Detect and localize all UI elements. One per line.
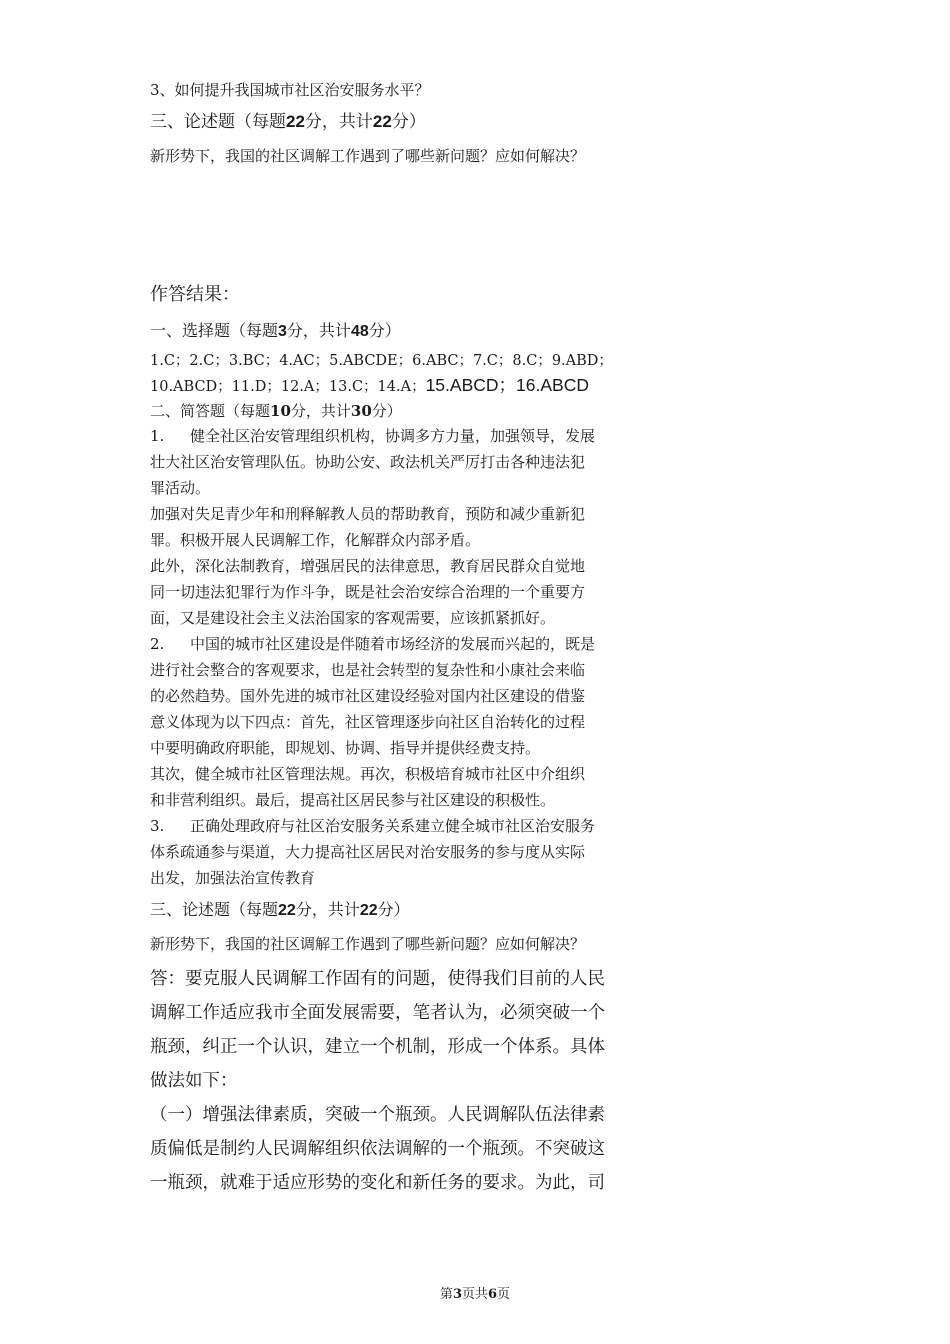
points-each: 3 (278, 323, 287, 340)
answer-line: 出发，加强法治宣传教育 (150, 869, 316, 887)
answer-line: 体系疏通参与渠道，大力提高社区居民对治安服务的参与度从实际 (150, 843, 586, 861)
answer-line: 面，又是建设社会主义法治国家的客观需要，应该抓紧抓好。 (150, 609, 556, 627)
heading-text: 三、论述题（每题 (150, 900, 279, 919)
points-each: 22 (278, 902, 296, 919)
answer-text: 健全社区治安管理组织机构，协调多方力量，加强领导，发展 (190, 427, 596, 445)
answer-line: 罪。积极开展人民调解工作，化解群众内部矛盾。 (150, 531, 481, 549)
answer-line: 进行社会整合的客观要求，也是社会转型的复杂性和小康社会来临 (150, 661, 586, 679)
essay-answer (150, 962, 685, 1200)
points-each: 10 (270, 402, 291, 420)
answer-number: 3. (150, 817, 165, 835)
answer-text: 中国的城市社区建设是伴随着市场经济的发展而兴起的，既是 (190, 635, 596, 653)
essay-line: （一）增强法律素质，突破一个瓶颈。人民调解队伍法律素 (150, 1105, 605, 1125)
heading-text: 分，共计 (304, 112, 373, 132)
heading-text: 分） (391, 112, 426, 132)
page-footer (0, 1286, 950, 1304)
answers-part: 10.ABCD；11.D；12.A；13.C；14.A； (150, 379, 426, 395)
heading-text: 分） (377, 900, 410, 919)
heading-text: 分，共计 (290, 402, 351, 420)
answer-line: 中要明确政府职能，即规划、协调、指导并提供经费支持。 (150, 739, 541, 757)
essay-line: 瓶颈，纠正一个认识，建立一个机制，形成一个体系。具体 (150, 1037, 605, 1057)
heading-text: 一、选择题（每题 (150, 321, 279, 340)
heading-text: 分，共计 (286, 321, 351, 340)
essay-line: 调解工作适应我市全面发展需要，笔者认为，必须突破一个 (150, 1003, 605, 1023)
heading-text: 二、简答题（每题 (150, 402, 271, 420)
answer-3 (150, 813, 685, 891)
footer-text: 第 (439, 1287, 453, 1302)
answer-number: 2. (150, 635, 165, 653)
answers-part: 15.ABCD；16.ABCD (425, 375, 589, 395)
page-number: 3 (452, 1287, 462, 1302)
answer-line: 意义体现为以下四点：首先，社区管理逐步向社区自治转化的过程 (150, 713, 586, 731)
essay-question-result: 新形势下，我国的社区调解工作遇到了哪些新问题？应如何解决？ (150, 935, 586, 953)
answer-line: 同一切违法犯罪行为作斗争，既是社会治安综合治理的一个重要方 (150, 583, 586, 601)
question-3: 3、如何提升我国城市社区治安服务水平？ (150, 81, 430, 99)
result-heading: 作答结果： (150, 284, 240, 305)
footer-text: 页 (497, 1287, 511, 1302)
heading-text: 分） (368, 321, 401, 340)
heading-text: 分） (371, 402, 402, 420)
answer-number: 1. (150, 427, 165, 445)
essay-question: 新形势下，我国的社区调解工作遇到了哪些新问题？应如何解决？ (150, 147, 586, 165)
points-total: 22 (372, 112, 392, 131)
answer-line (150, 813, 685, 839)
answer-2 (150, 631, 685, 813)
footer-text: 页共 (461, 1287, 488, 1302)
essay-line: 做法如下： (150, 1071, 238, 1091)
essay-line: 质偏低是制约人民调解组织依法调解的一个瓶颈。不突破这 (150, 1139, 605, 1159)
section-3-heading (150, 108, 685, 136)
heading-text: 三、论述题（每题 (150, 112, 286, 132)
answers-line-2 (150, 373, 685, 399)
answer-line: 加强对失足青少年和刑释解教人员的帮助教育，预防和减少重新犯 (150, 505, 586, 523)
answer-line: 罪活动。 (150, 479, 211, 497)
section-1-heading (150, 318, 685, 345)
answer-line: 的必然趋势。国外先进的城市社区建设经验对国内社区建设的借鉴 (150, 687, 586, 705)
page-content (150, 78, 685, 1200)
blank-space (150, 168, 685, 280)
answer-1 (150, 423, 685, 631)
answer-line: 其次，健全城市社区管理法规。再次，积极培育城市社区中介组织 (150, 765, 586, 783)
points-total: 22 (359, 902, 378, 919)
answer-line: 壮大社区治安管理队伍。协助公安、政法机关严厉打击各种违法犯 (150, 453, 586, 471)
essay-line: 答：要克服人民调解工作固有的问题，使得我们目前的人民 (150, 969, 605, 989)
page-total: 6 (488, 1287, 498, 1302)
section-2-heading (150, 399, 685, 423)
points-total: 30 (350, 402, 372, 420)
points-total: 48 (350, 323, 369, 340)
section-3-heading-result (150, 897, 685, 924)
answer-line: 和非营利组织。最后，提高社区居民参与社区建设的积极性。 (150, 791, 556, 809)
heading-text: 分，共计 (295, 900, 360, 919)
answer-line (150, 423, 685, 449)
answers-line-1: 1.C；2.C；3.BC；4.AC；5.ABCDE；6.ABC；7.C；8.C；9.ABD； (150, 353, 613, 369)
choice-answers (150, 349, 685, 399)
points-each: 22 (286, 112, 305, 131)
essay-line: 一瓶颈，就难于适应形势的变化和新任务的要求。为此，司 (150, 1173, 605, 1193)
answer-line (150, 631, 685, 657)
answer-text: 正确处理政府与社区治安服务关系建立健全城市社区治安服务 (190, 817, 596, 835)
answer-line: 此外，深化法制教育，增强居民的法律意思，教育居民群众自觉地 (150, 557, 586, 575)
